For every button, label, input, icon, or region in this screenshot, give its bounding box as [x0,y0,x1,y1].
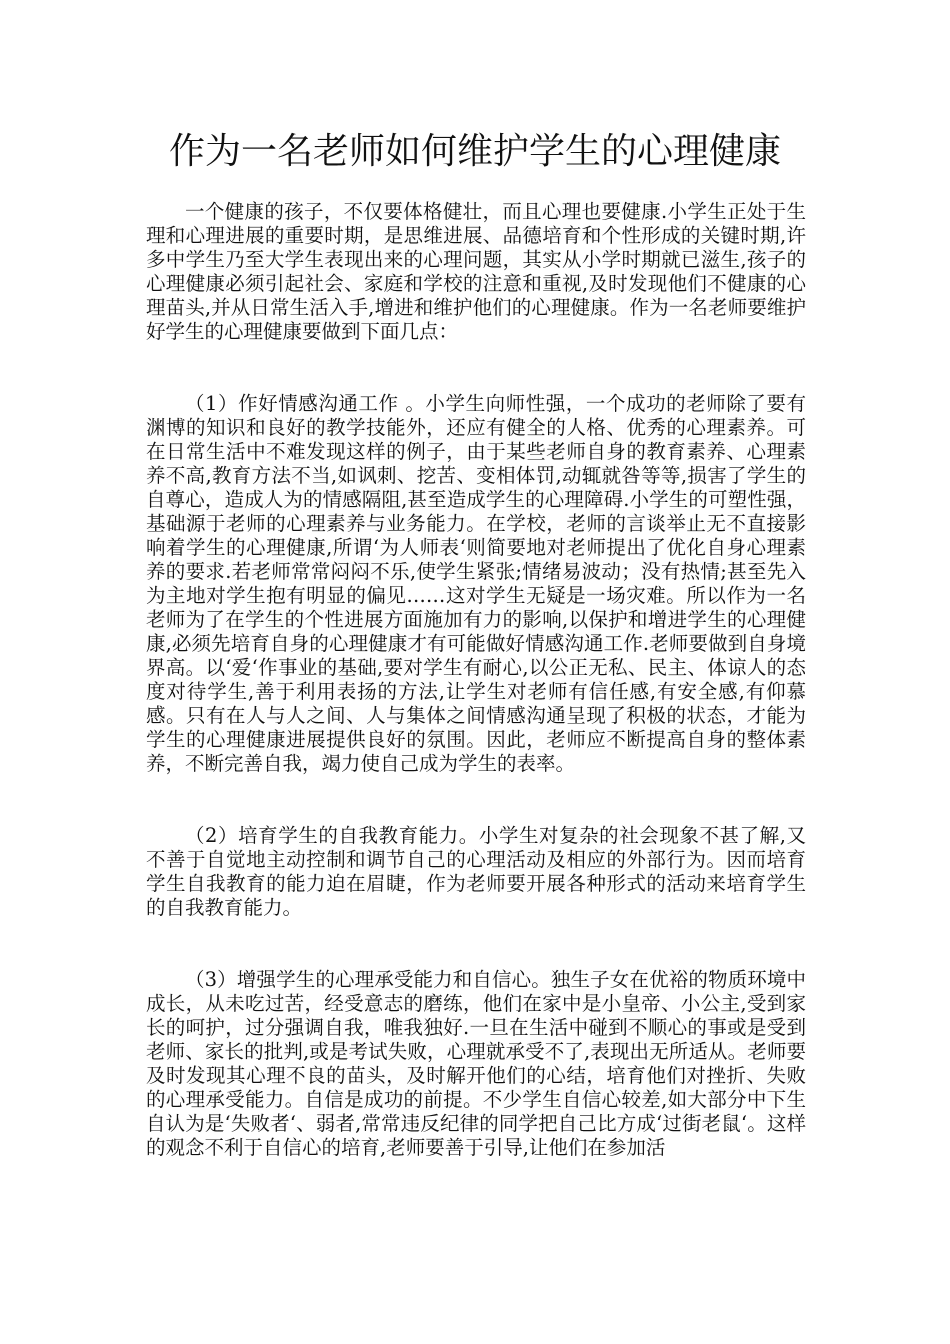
paragraph-point-1: （1）作好情感沟通工作 。小学生向师性强，一个成功的老师除了要有渊博的知识和良好的教学技能外，还应有健全的人格、优秀的心理素养。可在日常生活中不难发现这样的例子，由于某些老师自身的教育素养、心理素养不高,教育方法不当,如讽刺、挖苦、变相体罚,动辄就咎等等,损害了学生的自尊心，造成人为的情感隔阻,甚至造成学生的心理障碍.小学生的可塑性强，基础源于老师的心理素养与业务能力。在学校，老师的言谈举止无不直接影响着学生的心理健康,所谓‘为人师表‘则简要地对老师提出了优化自身心理素养的要求.若老师常常闷闷不乐,使学生紧张;情绪易波动；没有热情;甚至先入为主地对学生抱有明显的偏见……这对学生无疑是一场灾难。所以作为一名老师为了在学生的个性进展方面施加有力的影响,以保护和增进学生的心理健康,必须先培育自身的心理健康才有可能做好情感沟通工作.老师要做到自身境界高。以‘爱‘作事业的基础,要对学生有耐心,以公正无私、民主、体谅人的态度对待学生,善于利用表扬的方法,让学生对老师有信任感,有安全感,有仰慕感。只有在人与人之间、人与集体之间情感沟通呈现了积极的状态，才能为学生的心理健康进展提供良好的氛围。因此，老师应不断提高自身的整体素养，不断完善自我，竭力使自己成为学生的表率。 [146,392,806,775]
document-title: 作为一名老师如何维护学生的心理健康 [168,131,781,172]
document-body [146,200,806,1160]
paragraph-point-2: （2）培育学生的自我教育能力。小学生对复杂的社会现象不甚了解,又不善于自觉地主动控制和调节自己的心理活动及相应的外部行为。因而培育学生自我教育的能力迫在眉睫，作为老师要开展各种形式的活动来培育学生的自我教育能力。 [146,824,806,919]
paragraph-gap [146,920,806,968]
paragraph-gap [146,776,806,824]
paragraph-gap [146,344,806,392]
paragraph-point-3: （3）增强学生的心理承受能力和自信心。独生子女在优裕的物质环境中成长，从未吃过苦，经受意志的磨练，他们在家中是小皇帝、小公主,受到家长的呵护，过分强调自我，唯我独好.一旦在生活中碰到不顺心的事或是受到老师、家长的批判,或是考试失败，心理就承受不了,表现出无所适从。老师要及时发现其心理不良的苗头，及时解开他们的心结，培育他们对挫折、失败的心理承受能力。自信是成功的前提。不少学生自信心较差,如大部分中下生自认为是‘失败者‘、弱者,常常违反纪律的同学把自己比方成‘过街老鼠‘。这样的观念不利于自信心的培育,老师要善于引导,让他们在参加活 [146,968,806,1159]
paragraph-intro: 一个健康的孩子，不仅要体格健壮，而且心理也要健康.小学生正处于生理和心理进展的重要时期，是思维进展、品德培育和个性形成的关键时期,许多中学生乃至大学生表现出来的心理问题，其实从小学时期就已滋生,孩子的心理健康必须引起社会、家庭和学校的注意和重视,及时发现他们不健康的心理苗头,并从日常生活入手,增进和维护他们的心理健康。作为一名老师要维护好学生的心理健康要做到下面几点： [146,200,806,343]
